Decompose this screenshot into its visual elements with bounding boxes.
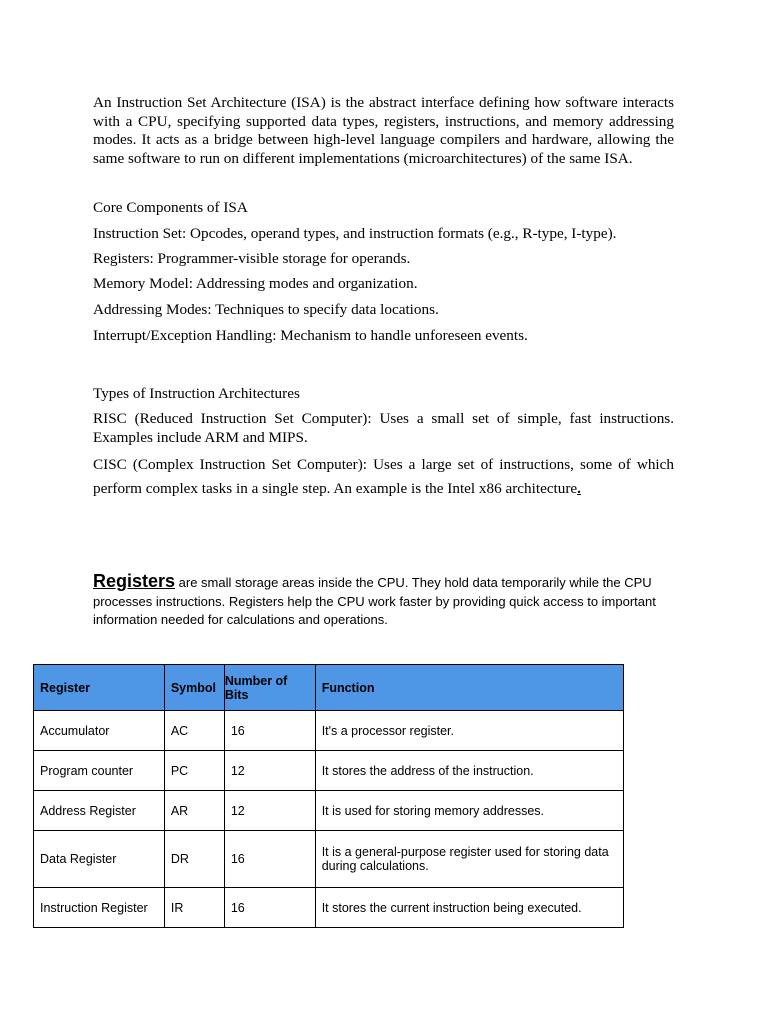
cell-register: Program counter [34,751,165,791]
core-item-addressing-modes: Addressing Modes: Techniques to specify data locations. [93,301,439,318]
header-number-of-bits: Number of Bits [224,665,315,711]
cell-function: It is a general-purpose register used for storing data during calculations. [315,831,623,888]
cell-bits: 12 [224,751,315,791]
registers-text: are small storage areas inside the CPU. They hold data temporarily while the CPU processes instructions. Registers help the CPU work faster by providing quick access to important information needed for calculations and operations. [93,575,656,627]
table-row [34,791,624,831]
cell-symbol: AR [164,791,224,831]
table-row [34,831,624,888]
table-row [34,888,624,928]
cell-symbol: PC [164,751,224,791]
cell-function: It is used for storing memory addresses. [315,791,623,831]
cell-function: It stores the address of the instruction. [315,751,623,791]
cell-register: Accumulator [34,711,165,751]
registers-paragraph [93,572,673,630]
cell-bits: 16 [224,831,315,888]
cell-symbol: IR [164,888,224,928]
cell-symbol: DR [164,831,224,888]
cell-symbol: AC [164,711,224,751]
cell-bits: 16 [224,888,315,928]
cell-bits: 16 [224,711,315,751]
header-function: Function [315,665,623,711]
cell-register: Address Register [34,791,165,831]
registers-title: Registers [93,571,176,591]
core-item-registers: Registers: Programmer-visible storage for operands. [93,250,411,267]
core-item-memory-model: Memory Model: Addressing modes and organization. [93,275,418,292]
core-item-interrupt-handling: Interrupt/Exception Handling: Mechanism to handle unforeseen events. [93,327,528,344]
registers-table [33,664,624,928]
intro-paragraph: An Instruction Set Architecture (ISA) is the abstract interface defining how software interacts with a CPU, specifying supported data types, registers, instructions, and memory addressing modes. It acts as a bridge between high-level language compilers and hardware, allowing the same software to run on different implementations (microarchitectures) of the same ISA. [93,94,674,167]
cisc-period: . [577,480,581,497]
table-row [34,711,624,751]
types-heading: Types of Instruction Architectures [93,385,300,402]
header-register: Register [34,665,165,711]
cisc-paragraph [93,453,674,501]
cell-register: Data Register [34,831,165,888]
cell-function: It stores the current instruction being executed. [315,888,623,928]
core-item-instruction-set: Instruction Set: Opcodes, operand types, and instruction formats (e.g., R-type, I-type). [93,225,617,242]
cell-function: It's a processor register. [315,711,623,751]
risc-paragraph: RISC (Reduced Instruction Set Computer): Uses a small set of simple, fast instructions. Examples include ARM and MIPS. [93,410,674,446]
table-row [34,751,624,791]
table-header-row [34,665,624,711]
header-symbol: Symbol [164,665,224,711]
cell-bits: 12 [224,791,315,831]
core-components-heading: Core Components of ISA [93,199,248,216]
cisc-text: CISC (Complex Instruction Set Computer): Uses a large set of instructions, some of which perform complex tasks in a single step. An example is the Intel x86 architecture [93,456,674,497]
cell-register: Instruction Register [34,888,165,928]
